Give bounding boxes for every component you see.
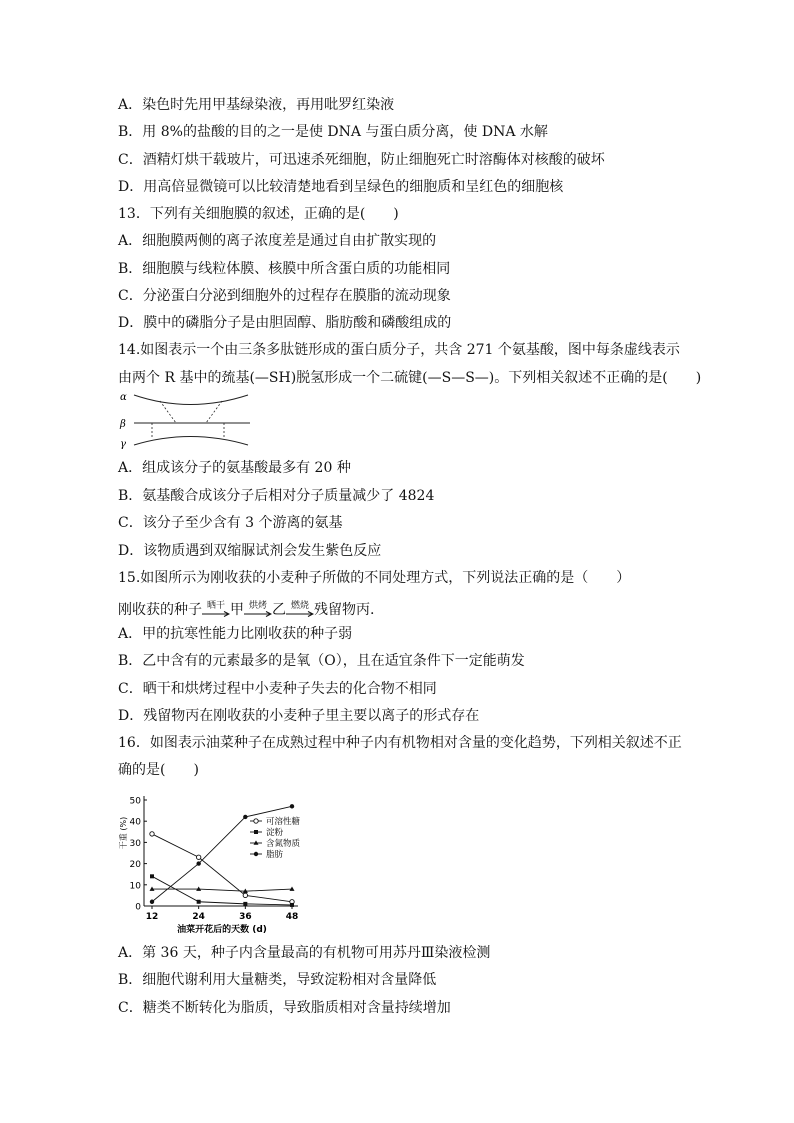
data-point (254, 819, 258, 823)
q12-option-a: A．染色时先用甲基绿染液，再用吡罗红染液 (118, 97, 395, 113)
data-point (290, 804, 294, 808)
disulfide-bond (206, 401, 222, 423)
alpha-chain (134, 395, 248, 405)
q15-option-d: D．残留物丙在刚收获的小麦种子里主要以离子的形式存在 (118, 708, 480, 724)
flow-arrow-2 (244, 601, 272, 617)
y-tick-label: 0 (135, 902, 141, 913)
y-tick-label: 10 (129, 881, 141, 892)
flow-start: 刚收获的种子 (118, 602, 202, 618)
arrow-right-icon (244, 611, 272, 617)
q14-option-d: D．该物质遇到双缩脲试剂会发生紫色反应 (118, 543, 382, 559)
q14-stem-line1: 14.如图表示一个由三条多肽链形成的蛋白质分子，共含 271 个氨基酸，图中每条虚线表示 (118, 342, 680, 358)
flow-mid-2: 乙 (272, 602, 286, 618)
q15-option-a: A．甲的抗寒性能力比刚收获的种子弱 (118, 626, 353, 642)
flow-step-2: 烘烤 (248, 601, 267, 611)
y-tick-label: 40 (129, 817, 141, 828)
data-point (254, 830, 258, 834)
gamma-label: γ (120, 439, 126, 450)
q13-option-b: B．细胞膜与线粒体膜、核膜中所含蛋白质的功能相同 (118, 261, 451, 277)
x-tick-label: 12 (145, 912, 159, 922)
x-tick-label: 24 (192, 912, 205, 922)
arrow-right-icon (286, 611, 314, 617)
y-axis-label: 干重 (%) (119, 816, 128, 850)
flow-arrow-3 (286, 601, 314, 617)
flow-arrow-1 (202, 601, 230, 617)
q13-option-a: A．细胞膜两侧的离子浓度差是通过自由扩散实现的 (118, 233, 437, 249)
gamma-chain (134, 437, 248, 446)
data-point (196, 861, 200, 865)
x-axis-label: 油菜开花后的天数 (d) (177, 925, 267, 935)
data-point (150, 900, 154, 904)
data-point (290, 886, 295, 890)
flow-step-1: 晒干 (206, 601, 225, 611)
flow-end: 残留物丙. (314, 602, 375, 618)
q16-option-b: B．细胞代谢利用大量糖类，导致淀粉相对含量降低 (118, 972, 437, 988)
q15-option-b: B．乙中含有的元素最多的是氧（O），且在适宜条件下一定能萌发 (118, 653, 525, 669)
y-tick-label: 20 (129, 860, 141, 871)
q16-option-c: C．糖类不断转化为脂质，导致脂质相对含量持续增加 (118, 1000, 451, 1016)
data-point (196, 855, 200, 859)
q15-option-c: C．晒干和烘烤过程中小麦种子失去的化合物不相同 (118, 681, 437, 697)
q13-stem: 13．下列有关细胞膜的叙述，正确的是( ) (118, 206, 399, 222)
disulfide-bond (160, 401, 176, 423)
data-point (290, 903, 294, 907)
q16-option-a: A．第 36 天，种子内含量最高的有机物可用苏丹Ⅲ染液检测 (118, 945, 491, 961)
legend-entry: 含氮物质 (266, 839, 301, 849)
legend-entry: 脂肪 (266, 850, 284, 860)
q14-option-b: B．氨基酸合成该分子后相对分子质量减少了 4824 (118, 488, 435, 504)
q12-option-c: C．酒精灯烘干载玻片，可迅速杀死细胞，防止细胞死亡时溶酶体对核酸的破坏 (118, 152, 605, 168)
flow-step-3: 燃烧 (290, 601, 309, 611)
q16-stem-line1: 16．如图表示油菜种子在成熟过程中种子内有机物相对含量的变化趋势，下列相关叙述不正 (118, 735, 682, 751)
legend-entry: 可溶性糖 (266, 817, 301, 827)
flow-mid-1: 甲 (230, 602, 244, 618)
data-point (243, 893, 247, 897)
q14-stem-line2: 由两个 R 基中的巯基(—SH)脱氢形成一个二硫键(—S—S—)。下列相关叙述不正确的是( ) (118, 370, 702, 386)
q15-flow (118, 592, 374, 620)
q13-option-d: D．膜中的磷脂分子是由胆固醇、脂肪酸和磷酸组成的 (118, 315, 452, 331)
protein-chain-diagram (118, 390, 258, 450)
q12-option-b: B．用 8%的盐酸的目的之一是使 DNA 与蛋白质分离，使 DNA 水解 (118, 124, 548, 140)
q12-option-d: D．用高倍显微镜可以比较清楚地看到呈绿色的细胞质和呈红色的细胞核 (118, 179, 564, 195)
x-tick-label: 36 (239, 912, 252, 922)
q16-stem-line2: 确的是( ) (118, 762, 199, 778)
beta-label: β (120, 419, 126, 430)
x-tick-label: 48 (285, 912, 299, 922)
data-point (197, 900, 201, 904)
legend-entry: 淀粉 (266, 828, 284, 838)
y-tick-label: 30 (129, 838, 141, 849)
series-line (152, 876, 292, 905)
series-line (152, 889, 292, 891)
data-point (243, 902, 247, 906)
q14-option-a: A．组成该分子的氨基酸最多有 20 种 (118, 460, 351, 476)
y-tick-label: 50 (129, 796, 141, 807)
q13-option-c: C．分泌蛋白分泌到细胞外的过程存在膜脂的流动现象 (118, 288, 451, 304)
data-point (150, 832, 154, 836)
q14-option-c: C．该分子至少含有 3 个游离的氨基 (118, 515, 343, 531)
seed-composition-chart (114, 786, 344, 936)
data-point (243, 815, 247, 819)
data-point (150, 874, 154, 878)
data-point (254, 852, 258, 856)
arrow-right-icon (202, 611, 230, 617)
alpha-label: α (120, 392, 127, 403)
q15-stem: 15.如图所示为刚收获的小麦种子所做的不同处理方式，下列说法正确的是（ ） (118, 570, 631, 586)
